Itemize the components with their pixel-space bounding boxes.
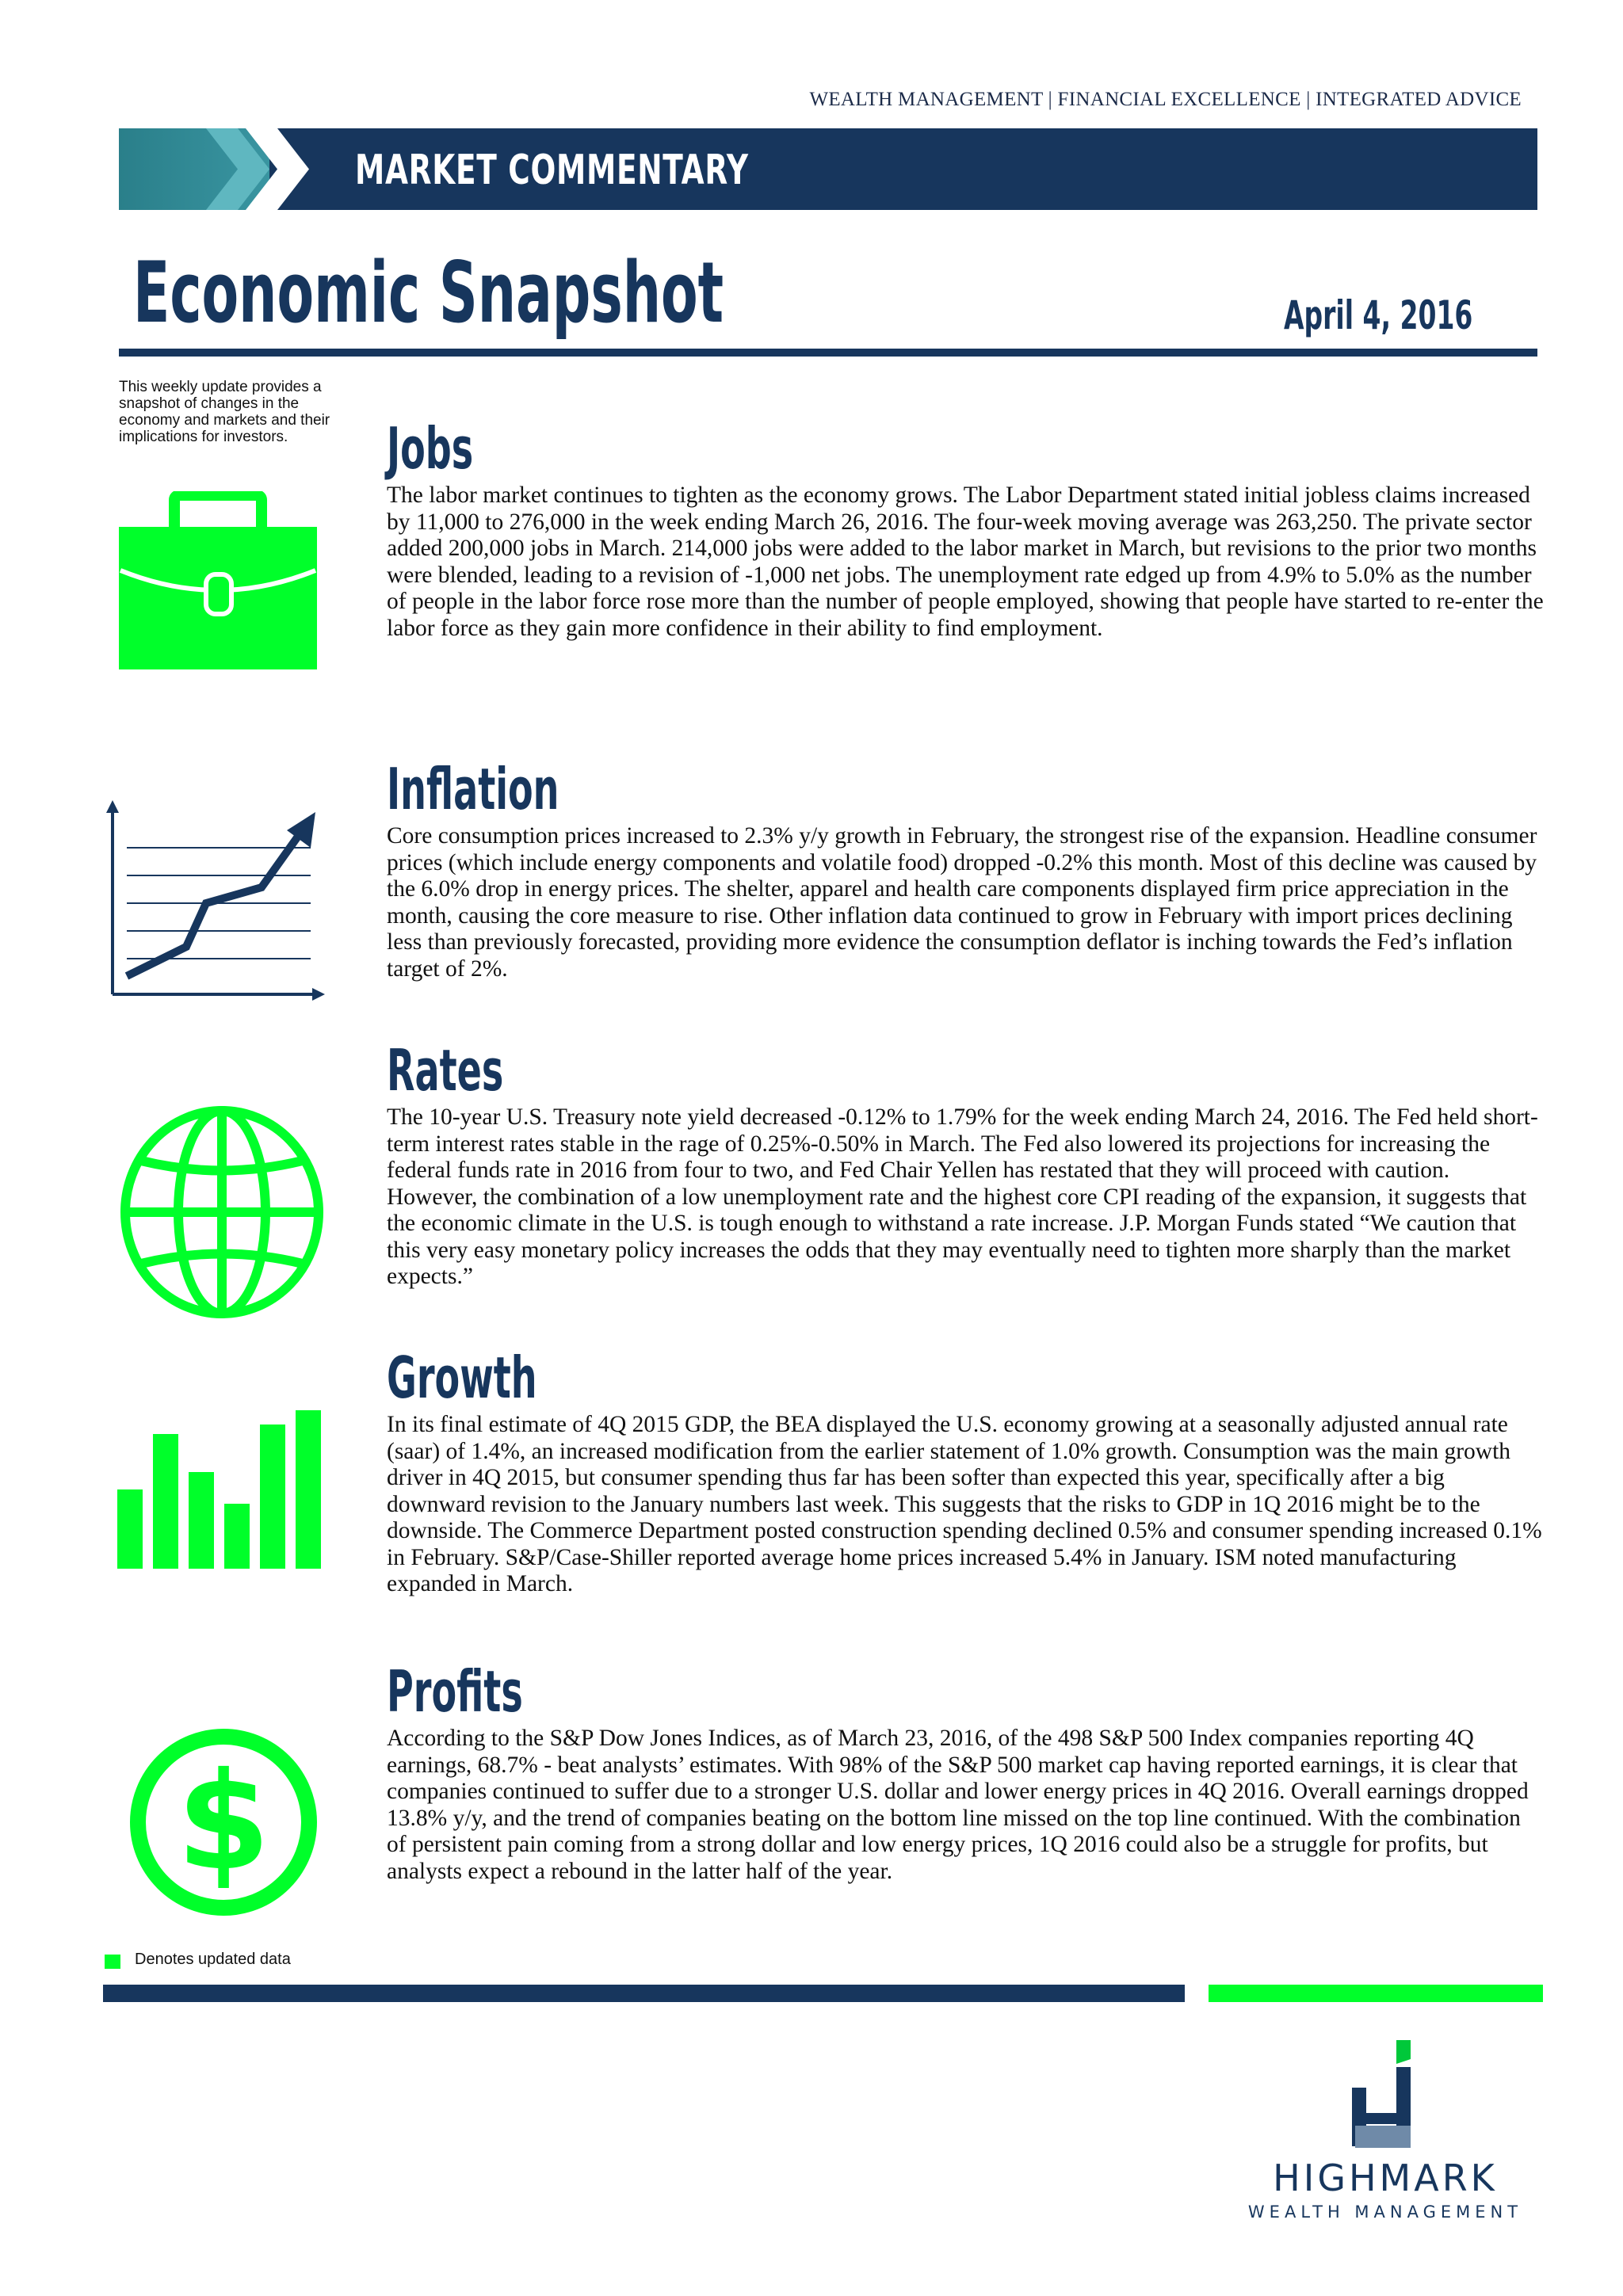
publication-date: April 4, 2016 [1284,292,1473,338]
section-inflation [387,757,1544,982]
footer-divider-navy [103,1985,1185,2002]
header-divider [119,349,1537,357]
legend-label: Denotes updated data [135,1951,291,1968]
intro-text: This weekly update provides a snapshot of changes in the economy and markets and their implications for investors. [119,379,330,445]
page-title: Economic Snapshot [133,244,724,341]
logo-subtitle: WEALTH MANAGEMENT [1247,2203,1523,2222]
globe-icon [117,1105,327,1319]
section-rates [387,1038,1544,1291]
section-body: The labor market continues to tighten as the economy grows. The Labor Department stated initial jobless claims increased by 11,000 to 276,000 in the week ending March 26, 2016. The four-week moving average was 263,250. The private sector added 200,000 jobs in March. 214,000 jobs were added to the labor market in March, but revisions to the prior two months were blended, leading to a revision of -1,000 net jobs. The unemployment rate edged up from 4.9% to 5.0% as the number of people in the labor force rose more than the number of people employed, showing that people have started to re-enter the labor force as they gain more confidence in their ability to find employment. [387,482,1544,641]
section-body: The 10-year U.S. Treasury note yield decreased -0.12% to 1.79% for the week ending March 24, 2016. The Fed held short-term interest rates stable in the rage of 0.25%-0.50% in March. The Fed also lowered its projections for increasing the federal funds rate in 2016 from four to two, and Fed Chair Yellen has restated that they will proceed with caution. However, the combination of a low unemployment rate and the highest core CPI reading of the expansion, it suggests that the economic climate in the U.S. is tough enough to withstand a rate increase. J.P. Morgan Funds stated “We caution that this very easy monetary policy increases the odds that they may eventually need to tighten more sharply than the market expects.” [387,1104,1538,1289]
section-title: Inflation [387,756,559,822]
logo-wordmark: HIGHMARK [1273,2157,1498,2199]
banner-title: MARKET COMMENTARY [355,147,749,194]
dollar-icon [128,1727,319,1917]
updated-data-swatch [105,1955,120,1969]
svg-text:$: $ [176,1744,271,1901]
tagline: WEALTH MANAGEMENT | FINANCIAL EXCELLENCE | INTEGRATED ADVICE [809,89,1522,110]
line-chart-icon [103,800,325,1006]
footer-divider-green [1209,1985,1543,2002]
highmark-logo-icon [1347,2040,1426,2151]
section-body: According to the S&P Dow Jones Indices, as of March 23, 2016, of the 498 S&P 500 Index companies reporting 4Q earnings, 68.7% - beat analysts’ estimates. With 98% of the S&P 500 market cap having reported earnings, it is clear that companies continued to suffer due to a stronger U.S. dollar and lower energy prices in 4Q 2016. Overall earnings dropped 13.8% y/y, and the trend of companies beating on the bottom line missed on the top line continued. With the combination of persistent pain coming from a strong dollar and low energy prices, 1Q 2016 could also be a struggle for profits, but analysts expect a rebound in the latter half of the year. [387,1726,1529,1884]
section-title: Rates [387,1037,504,1104]
section-title: Profits [387,1658,523,1725]
section-title: Growth [387,1344,537,1411]
briefcase-icon [119,491,317,669]
section-body: In its final estimate of 4Q 2015 GDP, the BEA displayed the U.S. economy growing at a seasonally adjusted annual rate (saar) of 1.4%, an increased modification from the earlier statement of 1.0% growth. Consumption was the main growth driver in 4Q 2015, but consumer spending thus far has been softer than expected this year, specifically after a big downward revision to the January numbers last week. This suggests that the risks to GDP in 1Q 2016 might be to the downside. The Commerce Department posted construction spending declined 0.5% and consumer spending increased 0.1% in February. S&P/Case-Shiller reported average home prices increased 5.4% in January. ISM noted manufacturing expanded in March. [387,1412,1542,1596]
section-body: Core consumption prices increased to 2.3% y/y growth in February, the strongest rise of the expansion. Headline consumer prices (which include energy components and volatile food) dropped -0.2% this month. Most of this decline was caused by the 6.0% drop in energy prices. The shelter, apparel and health care components displayed firm price appreciation in the month, causing the core measure to rise. Other inflation data continued to grow in February with import prices declining less than previously forecasted, providing more evidence the consumption deflator is inching towards the Fed’s inflation target of 2%. [387,823,1537,982]
section-profits [387,1659,1544,1885]
section-title: Jobs [387,415,474,482]
bar-chart-icon [117,1410,323,1569]
section-growth [387,1345,1544,1598]
section-jobs [387,416,1544,642]
chevron-right-icon [206,128,317,210]
